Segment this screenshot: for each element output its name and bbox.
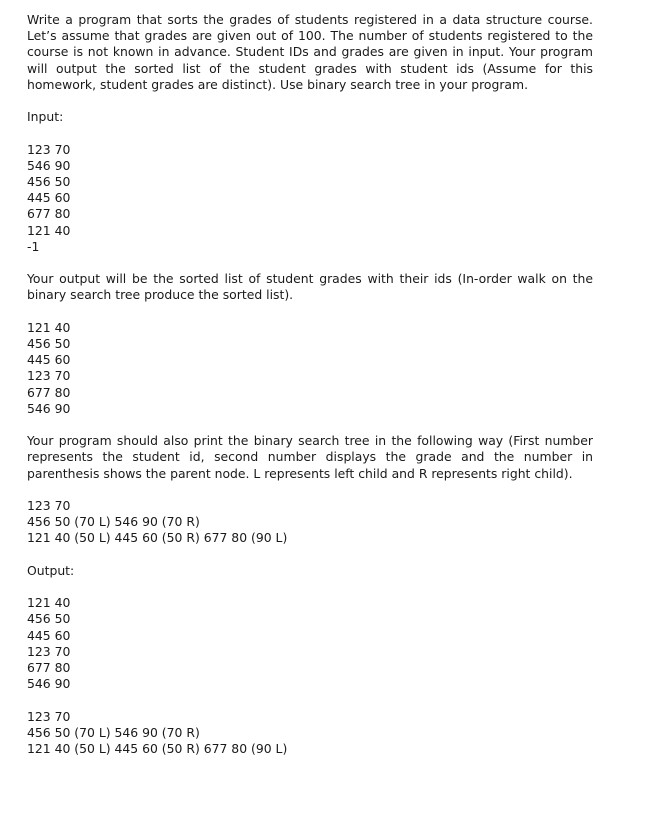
tree-description: Your program should also print the binary search tree in the following way (First number represents the student id, second number displays the grade and the number in parenthesis shows the parent node. L represents left child and R represents right child). <box>27 433 593 481</box>
output-tree-line: 121 40 (50 L) 445 60 (50 R) 677 80 (90 L) <box>27 741 288 756</box>
output-sorted-line: 123 70 <box>27 643 71 659</box>
output-tree-line: 123 70 <box>27 708 71 724</box>
input-line: -1 <box>27 238 40 254</box>
output-sorted-line: 677 80 <box>27 660 71 675</box>
sorted-line: 445 60 <box>27 352 71 368</box>
input-line: 677 80 <box>27 206 71 222</box>
input-line: 445 60 <box>27 190 71 206</box>
input-line: 456 50 <box>27 174 71 189</box>
sorted-description: Your output will be the sorted list of student grades with their ids (In-order walk on the binary search tree produce the sorted list). <box>27 271 593 303</box>
output-sorted-line: 121 40 <box>27 595 71 611</box>
output-sorted-line: 546 90 <box>27 676 71 692</box>
sorted-line: 123 70 <box>27 368 71 384</box>
tree-line: 123 70 <box>27 498 71 513</box>
output-sorted-line: 456 50 <box>27 611 71 627</box>
input-example <box>27 142 593 255</box>
output-sorted-line: 445 60 <box>27 627 71 643</box>
output-tree-example <box>27 709 593 758</box>
input-line: 546 90 <box>27 157 71 173</box>
input-heading: Input: <box>27 109 64 125</box>
sorted-line: 677 80 <box>27 384 71 400</box>
output-sorted-example <box>27 595 593 692</box>
sorted-line: 121 40 <box>27 319 71 335</box>
intro-paragraph: Write a program that sorts the grades of students registered in a data structure course. Let’s assume that grades are given out of 100. The number of students registered to the course is not known in advance. Student IDs and grades are given in input. Your program will output the sorted list of the student grades with student ids (Assume for this homework, student grades are distinct). Use binary search tree in your program. <box>27 12 593 92</box>
sorted-example <box>27 320 593 417</box>
tree-line: 456 50 (70 L) 546 90 (70 R) <box>27 514 200 530</box>
input-line: 123 70 <box>27 141 71 157</box>
sorted-line: 456 50 <box>27 336 71 351</box>
sorted-line: 546 90 <box>27 400 71 416</box>
tree-example <box>27 498 593 547</box>
input-line: 121 40 <box>27 222 71 238</box>
output-heading: Output: <box>27 562 75 578</box>
output-tree-line: 456 50 (70 L) 546 90 (70 R) <box>27 724 200 740</box>
tree-line: 121 40 (50 L) 445 60 (50 R) 677 80 (90 L) <box>27 530 288 546</box>
